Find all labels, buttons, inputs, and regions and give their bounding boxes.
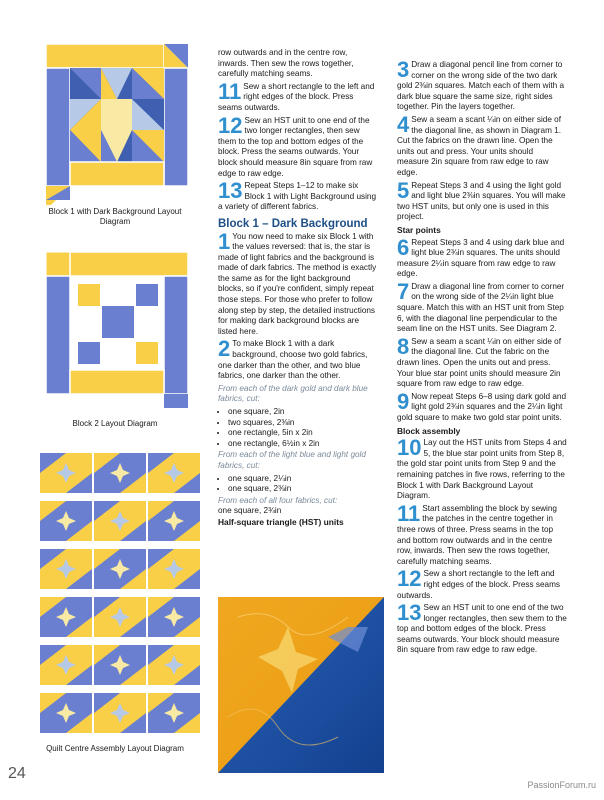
block1-caption: Block 1 with Dark Background Layout Diagram [48, 207, 182, 226]
step-13b: 13 Sew an HST unit to one end of the two longer rectangles, then sew them to the top and bottom edges of the block. Press seams outwards. Your block should measure 8in square from raw edge to raw edge. [397, 600, 567, 655]
quilt-caption: Quilt Centre Assembly Layout Diagram [46, 744, 184, 753]
list-item: • one square, 2in [228, 407, 378, 418]
cut-instruction-1: From each of the dark gold and dark blue fabrics, cut: [218, 383, 368, 404]
cut-instruction-3b: one square, 2¾in [218, 506, 282, 516]
middle-column [218, 48, 378, 530]
block-assembly-heading: Block assembly [397, 425, 461, 436]
step-10: 10 Lay out the HST units from Steps 4 and 5, the blue star point units from Step 8, the gold star point units from Step 9 and the remaining patches in five rows, referring to the Block 1 with Dark Background Layout Diagram. [397, 435, 567, 501]
block1-diagram [38, 40, 198, 205]
list-item: • two squares, 2⅜in [228, 418, 378, 429]
hst-heading: Half-square triangle (HST) units [218, 516, 344, 527]
step-7: 7 Draw a diagonal line from corner to corner on the wrong side of the 2¼in light blue square. Match this with an HST unit from Step 6, with the diagonal line perpendicular to the seam line on the HST units. See Diagram 2. [397, 278, 565, 334]
step-6: 6 Repeat Steps 3 and 4 using dark blue and light blue 2¾in squares. The units should measure 2¼in square from raw edge to raw edge. [397, 234, 565, 279]
cut-list-1 [218, 407, 378, 449]
quilt-photo [218, 597, 384, 773]
block2-diagram [38, 248, 198, 413]
watermark: PassionForum.ru [527, 780, 596, 790]
step-8: 8 Sew a seam a scant ¼in on either side of the diagonal line. Cut the fabric on the drawn lines. Open the units out and press. Your blue star point units should measure 2in square from raw edge to raw edge. [397, 333, 561, 389]
list-item: • one square, 2⅜in [228, 484, 378, 495]
cut-instruction-2: From each of the light blue and light gold fabrics, cut: [218, 450, 366, 470]
step-1: 1 You now need to make six Block 1 with the values reversed: that is, the star is made of light fabrics and the background is made of dark fabrics. The method is exactly the same as for the light background blocks, so if you're confident, simply repeat those steps. For those who prefer to follow along step by step, the detailed instructions for making dark background blocks are listed here. [218, 228, 377, 336]
cut-instruction-3: From each of all four fabrics, cut: [218, 495, 338, 505]
step-9: 9 Now repeat Steps 6–8 using dark gold and light gold 2¾in squares and the 2¼in light gold square to make two gold star point units. [397, 388, 567, 422]
step-3: 3 Draw a diagonal pencil line from corner to corner on the wrong side of the two dark gold 2⅜in squares. Match each of them with a dark blue square the same size, right sides together. Pin the layers together. [397, 57, 565, 112]
step-12b: 12 Sew a short rectangle to the left and right edges of the block. Press seams outwards. [397, 566, 561, 600]
list-item: • one rectangle, 6½in x 2in [228, 439, 378, 450]
intro-text: row outwards and in the centre row, inwards. Then sew the rows together, carefully matching seams. [218, 48, 354, 79]
cut-list-2 [218, 474, 378, 495]
step-5: 5 Repeat Steps 3 and 4 using the light gold and light blue 2⅜in squares. You will make two HST units, but only one is used in this project. [397, 177, 566, 222]
block2-caption: Block 2 Layout Diagram [72, 419, 158, 428]
quilt-diagram [36, 448, 206, 768]
step-2: 2 To make Block 1 with a dark background, choose two gold fabrics, one darker than the other, and two blue fabrics, one darker than the other. [218, 336, 368, 381]
step-4: 4 Sew a seam a scant ¼in on either side of the diagonal line, as shown in Diagram 1. Cut the fabrics on the drawn line. Open the units out and press. Your units should measure 2in square from raw edge to raw edge. [397, 111, 561, 177]
list-item: • one rectangle, 5in x 2in [228, 428, 378, 439]
step-11b: 11 Start assembling the block by sewing the patches in the centre together in three rows of three. Press seams in the top and bottom row outwards and in the centre row, inwards. Then sew the rows together, carefully matching seams. [397, 500, 557, 566]
right-column [397, 57, 567, 658]
step-13: 13 Repeat Steps 1–12 to make six Block 1 with Light Background using a variety of different fabrics. [218, 178, 377, 212]
step-12: 12 Sew an HST unit to one end of the two longer rectangles, then sew them to the top and bottom edges of the block. Press the seams outwards. Your block should measure 8in square from raw edge to raw edge. [218, 112, 373, 178]
step-11: 11 Sew a short rectangle to the left and right edges of the block. Press seams outwards. [218, 78, 375, 112]
star-points-heading: Star points [397, 224, 441, 235]
section-heading: Block 1 – Dark Background [218, 217, 368, 230]
page-number: 24 [8, 765, 26, 782]
list-item: • one square, 2¼in [228, 474, 378, 485]
